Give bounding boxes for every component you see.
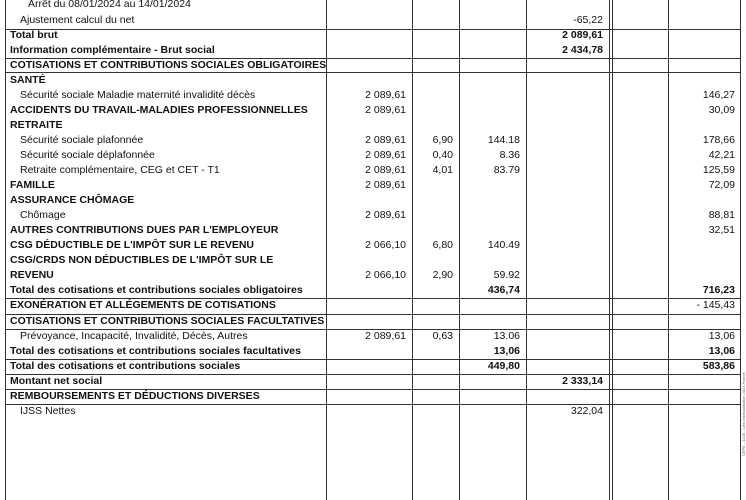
employer-amount: 72,09 [708,179,735,191]
table-row [5,103,740,118]
table-row [5,133,740,148]
side-print-note: CEPE - 1138 - Lien d'actualisation 2024 France [741,372,746,457]
row-label: Total brut [10,29,58,41]
row-label: CSG DÉDUCTIBLE DE L'IMPÔT SUR LE REVENU [10,239,255,251]
row-label: FAMILLE [10,179,55,191]
employer-amount: 125,59 [702,164,735,176]
row-label: Total des cotisations et contributions sociales facultatives [10,345,301,357]
row-label: Arrêt du 08/01/2024 au 14/01/2024 [28,0,191,10]
rate-value: 6,90 [432,134,453,146]
employee-amount: 144.18 [487,134,520,146]
rate-value: 0,63 [432,330,453,342]
rate-value: 2,90 [432,269,453,281]
row-label: Sécurité sociale déplafonnée [20,149,155,161]
row-label: Total des cotisations et contributions sociales obligatoires [10,284,303,296]
row-label: EXONÉRATION ET ALLÉGEMENTS DE COTISATIONS [10,299,276,311]
employer-amount: 146,27 [702,89,735,101]
row-label: AUTRES CONTRIBUTIONS DUES PAR L'EMPLOYEUR [10,224,279,236]
amount-value: -65,22 [573,14,603,26]
table-row [5,268,740,283]
row-label: Chômage [20,209,66,221]
row-label: Retraite complémentaire, CEG et CET - T1 [20,164,220,176]
row-label: COTISATIONS ET CONTRIBUTIONS SOCIALES OBLIGATOIRES [10,59,327,71]
employee-amount: 13.06 [493,330,520,342]
row-label: CSG/CRDS NON DÉDUCTIBLES DE L'IMPÔT SUR LE [10,254,274,266]
employer-amount: 13,06 [708,330,735,342]
base-value: 2 089,61 [365,164,406,176]
row-label: Sécurité sociale plafonnée [20,134,144,146]
table-row [5,88,740,103]
amount-value: 2 434,78 [562,44,603,56]
employer-amount: - 145,43 [696,299,735,311]
base-value: 2 066,10 [365,239,406,251]
base-value: 2 089,61 [365,89,406,101]
row-label: IJSS Nettes [20,405,76,417]
section-header [5,389,740,404]
table-row [5,178,740,193]
total-row [5,374,740,389]
total-row [5,283,740,298]
table-row [5,253,740,268]
row-label: Sécurité sociale Maladie maternité invalidité décès [20,89,256,101]
table-row [5,329,740,344]
row-label: REVENU [10,269,54,281]
total-row [5,344,740,359]
row-label: SANTÉ [10,74,46,86]
amount-value: 2 089,61 [562,29,603,41]
section-header [5,118,740,133]
employer-amount: 88,81 [708,209,735,221]
table-row [5,28,740,43]
employee-amount: 83.79 [493,164,520,176]
base-value: 2 089,61 [365,104,406,116]
total-row [5,359,740,374]
table-row [5,13,740,28]
base-value: 2 089,61 [365,209,406,221]
base-value: 2 066,10 [365,269,406,281]
rate-value: 4,01 [432,164,453,176]
row-label: Information complémentaire - Brut social [10,44,215,56]
employee-amount: 8.36 [499,149,520,161]
amount-value: 322,04 [570,405,603,417]
table-row [5,163,740,178]
employer-amount: 716,23 [702,284,735,296]
base-value: 2 089,61 [365,134,406,146]
table-row [5,0,740,12]
base-value: 2 089,61 [365,179,406,191]
row-label: RETRAITE [10,119,63,131]
employer-amount: 32,51 [708,224,735,236]
amount-value: 2 333,14 [562,375,603,387]
table-row [5,148,740,163]
table-row [5,43,740,58]
row-label: Prévoyance, Incapacité, Invalidité, Décès, Autres [20,330,248,342]
section-header [5,193,740,208]
section-header [5,58,740,73]
employer-amount: 13,06 [708,345,735,357]
row-label: Montant net social [10,375,103,387]
row-label: Ajustement calcul du net [20,14,135,26]
base-value: 2 089,61 [365,149,406,161]
rate-value: 0,40 [432,149,453,161]
row-label: Total des cotisations et contributions sociales [10,360,241,372]
employee-amount: 59.92 [493,269,520,281]
row-label: ASSURANCE CHÔMAGE [10,194,135,206]
row-label: REMBOURSEMENTS ET DÉDUCTIONS DIVERSES [10,390,260,402]
employee-amount: 449,80 [487,360,520,372]
employee-amount: 436,74 [487,284,520,296]
table-row [5,208,740,223]
table-row [5,238,740,253]
employee-amount: 13,06 [493,345,520,357]
section-header [5,314,740,329]
employee-amount: 140.49 [487,239,520,251]
section-header [5,73,740,88]
table-row [5,223,740,238]
table-row [5,298,740,313]
employer-amount: 42,21 [708,149,735,161]
rate-value: 6,80 [432,239,453,251]
base-value: 2 089,61 [365,330,406,342]
employer-amount: 583,86 [702,360,735,372]
employer-amount: 30,09 [708,104,735,116]
employer-amount: 178,66 [702,134,735,146]
table-row [5,404,740,419]
row-label: ACCIDENTS DU TRAVAIL-MALADIES PROFESSIONNELLES [10,104,308,116]
row-label: COTISATIONS ET CONTRIBUTIONS SOCIALES FACULTATIVES [10,315,325,327]
